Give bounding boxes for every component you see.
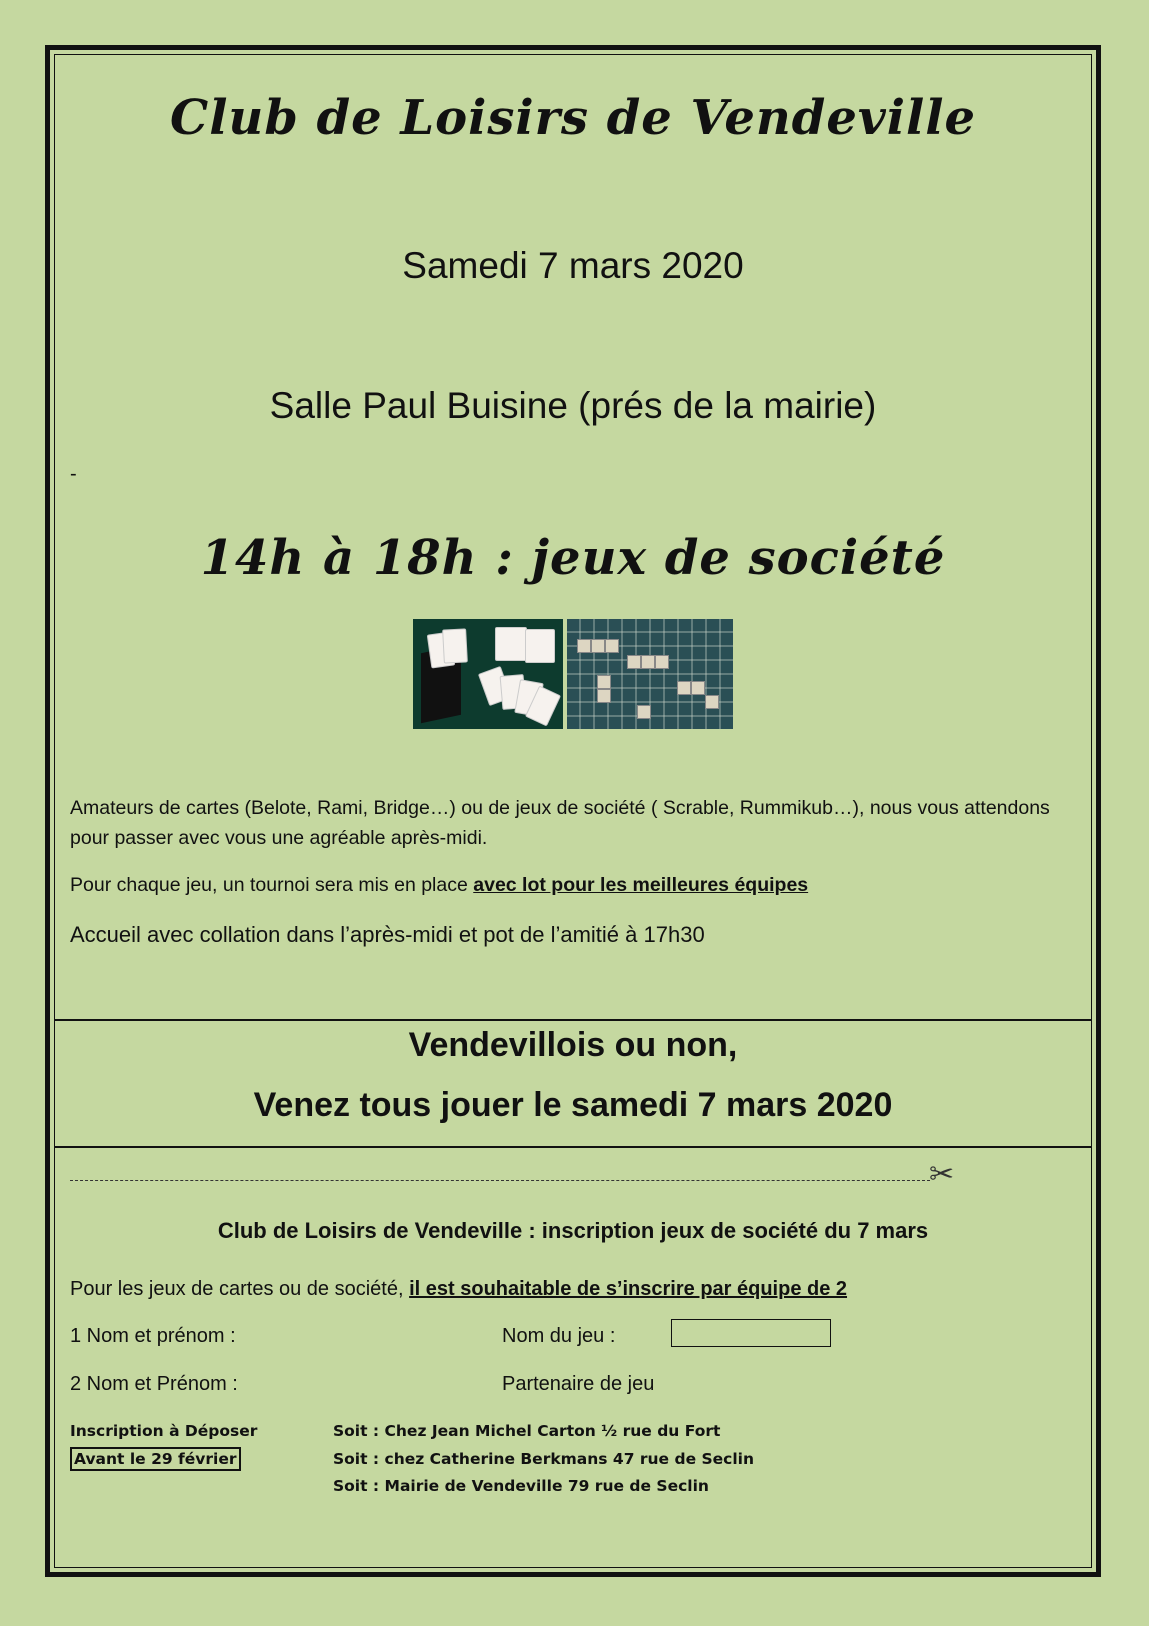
tile	[591, 639, 605, 653]
tile	[597, 689, 611, 703]
registration-title: Club de Loisirs de Vendeville : inscription jeux de société du 7 mars	[217, 1218, 929, 1243]
player2-label: 2 Nom et Prénom :	[70, 1373, 238, 1395]
game-photos	[55, 619, 1091, 729]
tournament-text: Pour chaque jeu, un tournoi sera mis en place	[70, 874, 474, 896]
scrabble-photo	[567, 619, 733, 729]
event-hours: 14h à 18h : jeux de société	[200, 530, 946, 586]
scissors-icon: ✂	[929, 1158, 955, 1191]
poster-frame	[45, 45, 1101, 1577]
tile	[627, 655, 641, 669]
game-name-field[interactable]	[671, 1319, 831, 1347]
banner-line-2: Venez tous jouer le samedi 7 mars 2020	[253, 1086, 893, 1124]
prize-emphasis: avec lot pour les meilleures équipes	[473, 874, 809, 896]
banner-line-1: Vendevillois ou non,	[408, 1026, 738, 1064]
registration-subtitle	[70, 1278, 847, 1301]
tournament-paragraph	[70, 870, 1071, 900]
address-1: Soit : Chez Jean Michel Carton ½ rue du Fort	[333, 1422, 721, 1440]
player1-label: 1 Nom et prénom :	[70, 1325, 236, 1347]
registration-subtitle-text: Pour les jeux de cartes ou de société,	[70, 1278, 410, 1300]
deadline-box: Avant le 29 février	[70, 1447, 241, 1471]
intro-paragraph: Amateurs de cartes (Belote, Rami, Bridge…) ou de jeux de société ( Scrable, Rummikub…), nous vous attendons pour passer avec vous une agréable après-midi.	[70, 797, 1050, 849]
tile	[705, 695, 719, 709]
event-place: Salle Paul Buisine (prés de la mairie)	[269, 385, 877, 426]
tile	[605, 639, 619, 653]
tile	[677, 681, 691, 695]
tile	[691, 681, 705, 695]
poster-inner-frame	[54, 54, 1092, 1568]
cut-line	[70, 1180, 930, 1181]
game-name-label: Nom du jeu :	[502, 1325, 616, 1347]
team-emphasis: il est souhaitable de s’inscrire par équipe de 2	[409, 1278, 848, 1300]
card	[442, 628, 468, 663]
tile	[655, 655, 669, 669]
stray-mark: -	[70, 463, 77, 485]
partner-label: Partenaire de jeu	[502, 1373, 655, 1395]
card	[495, 627, 527, 661]
event-date: Samedi 7 mars 2020	[402, 245, 744, 286]
tile	[641, 655, 655, 669]
invitation-banner	[54, 1019, 1092, 1148]
cards-photo	[413, 619, 563, 729]
deposit-label: Inscription à Déposer	[70, 1422, 258, 1440]
address-2: Soit : chez Catherine Berkmans 47 rue de Seclin	[333, 1450, 754, 1468]
welcome-paragraph: Accueil avec collation dans l’après-midi et pot de l’amitié à 17h30	[70, 922, 705, 947]
tile	[597, 675, 611, 689]
club-title: Club de Loisirs de Vendeville	[169, 90, 977, 146]
card	[525, 629, 555, 663]
tile	[577, 639, 591, 653]
address-3: Soit : Mairie de Vendeville 79 rue de Seclin	[333, 1477, 709, 1495]
tile	[637, 705, 651, 719]
